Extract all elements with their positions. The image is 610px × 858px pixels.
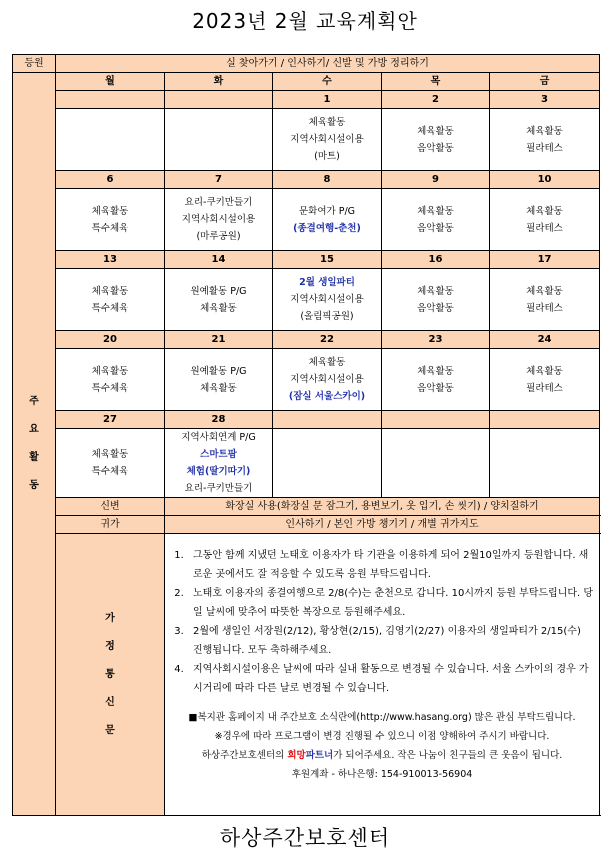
activity-cell: [273, 349, 382, 411]
activity-line: 요리-쿠키만들기: [184, 483, 253, 494]
activity-cell: [382, 349, 490, 411]
activity-cell: [56, 429, 165, 498]
activity-line: 체육활동: [417, 125, 454, 137]
family-notice-label: [56, 534, 165, 816]
activity-cell: [382, 109, 490, 171]
family-notice-char: 통: [105, 668, 115, 680]
activity-row: [13, 189, 600, 251]
program-change-line: ※경우에 따라 프로그램이 변경 진행될 수 있으니 이점 양해하여 주시기 바랍니다.: [214, 731, 550, 742]
sponsor-line: [165, 746, 599, 765]
activity-cell: [56, 349, 165, 411]
weekday-header-row: [13, 73, 600, 91]
date-cell: 8: [273, 171, 382, 189]
family-notice-char: 문: [105, 724, 115, 736]
education-plan-table: [12, 54, 600, 816]
activity-line: 지역사회시설이용: [290, 134, 364, 145]
date-cell: 16: [382, 251, 490, 269]
activity-cell: [490, 269, 600, 331]
activity-line: 체육활동: [91, 365, 129, 377]
activity-cell: [273, 189, 382, 251]
activity-line: 지역사회연계 P/G: [181, 432, 256, 443]
date-cell: [165, 91, 273, 109]
date-cell: 14: [165, 251, 273, 269]
self-care-row: [13, 498, 600, 516]
activity-line: 문화여가 P/G: [298, 205, 356, 217]
self-care-text: 화장실 사용(화장실 문 잠그기, 용변보기, 옷 입기, 손 씻기) / 양치질하기: [165, 498, 600, 516]
activity-line: 필라테스: [526, 382, 563, 394]
attendance-text: 실 찾아가기 / 인사하기/ 신발 및 가방 정리하기: [56, 55, 600, 73]
attendance-row: [13, 55, 600, 73]
date-cell: 23: [382, 331, 490, 349]
date-cell: 20: [56, 331, 165, 349]
weekday-header: 수: [273, 73, 382, 91]
homepage-line: ■복지관 홈페이지 내 주간보호 소식란에(http://www.hasang.org) 많은 관심 부탁드립니다.: [188, 712, 576, 723]
main-activity-char: 주: [29, 396, 39, 407]
date-cell: 1: [273, 91, 382, 109]
activity-cell: [56, 189, 165, 251]
activity-cell: [165, 429, 273, 498]
going-home-label: 귀가: [56, 516, 165, 534]
weekday-header: 금: [490, 73, 600, 91]
date-cell: 28: [165, 411, 273, 429]
family-notice-content: [165, 534, 600, 816]
main-activity-char: 요: [29, 424, 39, 435]
activity-line: 특수체육: [91, 222, 129, 234]
activity-line: 체육활동: [308, 357, 346, 368]
date-cell: 10: [490, 171, 600, 189]
activity-cell: [273, 109, 382, 171]
date-row: [13, 91, 600, 109]
family-notice-char: 신: [105, 696, 115, 708]
activity-row: [13, 429, 600, 498]
notice-item: 1. 그동안 함께 지냈던 노태호 이용자가 타 기관을 이용하게 되어 2월10일까지 등원합니다. 새로운 곳에서도 잘 적응할 수 있도록 응원 부탁드립니다.: [187, 546, 593, 584]
activity-line: 필라테스: [526, 222, 563, 234]
activity-line: 체육활동: [91, 449, 129, 460]
activity-line: 특수체육: [91, 382, 129, 394]
activity-cell: [490, 429, 600, 498]
date-row: [13, 171, 600, 189]
date-cell: 7: [165, 171, 273, 189]
activity-line: 지역사회시설이용: [290, 294, 364, 305]
activity-line: 음악활동: [417, 302, 454, 314]
notice-item: 4. 지역사회시설이용은 날씨에 따라 실내 활동으로 변경될 수 있습니다. 서울 스카이의 경우 가시거리에 따라 다른 날로 변경될 수 있습니다.: [187, 660, 593, 698]
activity-row: [13, 109, 600, 171]
activity-line: 필라테스: [526, 302, 563, 314]
activity-line: 스마트팜: [200, 449, 237, 460]
date-cell: [56, 91, 165, 109]
date-cell: 2: [382, 91, 490, 109]
activity-cell: [165, 349, 273, 411]
activity-cell: [382, 269, 490, 331]
notice-item: 3. 2월에 생일인 서장원(2/12), 황상현(2/15), 김영기(2/27) 이용자의 생일파티가 2/15(수) 진행됩니다. 모두 축하해주세요.: [187, 622, 593, 660]
activity-cell: [165, 109, 273, 171]
date-cell: 6: [56, 171, 165, 189]
activity-cell: [273, 269, 382, 331]
self-care-label: 신변: [56, 498, 165, 516]
activity-line: 지역사회시설이용: [290, 374, 364, 385]
activity-line: 체육활동: [91, 285, 129, 297]
activity-cell: [490, 109, 600, 171]
activity-line: 체육활동: [526, 365, 563, 377]
weekday-header: 화: [165, 73, 273, 91]
activity-row: [13, 349, 600, 411]
date-cell: 21: [165, 331, 273, 349]
activity-line: 체육활동: [91, 205, 129, 217]
activity-line: (마루공원): [196, 231, 241, 242]
date-cell: [382, 411, 490, 429]
activity-line: 음악활동: [417, 222, 454, 234]
date-cell: 22: [273, 331, 382, 349]
activity-line: 체육활동: [526, 205, 563, 217]
activity-cell: [56, 269, 165, 331]
activity-line: (잠실 서울스카이): [288, 391, 366, 402]
activity-line: (종결여행-춘천): [293, 222, 361, 234]
main-activity-char: 활: [29, 452, 39, 463]
weekday-header: 목: [382, 73, 490, 91]
date-row: [13, 411, 600, 429]
activity-line: 요리-쿠키만들기: [184, 197, 253, 208]
sponsor-pre: 하상주간보호센터의: [201, 750, 288, 761]
activity-line: 원예활동 P/G: [190, 365, 247, 377]
date-cell: 17: [490, 251, 600, 269]
attendance-label: 등원: [13, 55, 56, 73]
activity-row: [13, 269, 600, 331]
family-notice-char: 정: [105, 640, 115, 652]
activity-line: 체육활동: [417, 205, 454, 217]
family-notice-char: 가: [105, 612, 115, 624]
sponsor-partner: 파트너: [305, 750, 334, 761]
date-cell: 13: [56, 251, 165, 269]
family-notice-row: [13, 534, 600, 816]
activity-line: 체험(딸기따기): [186, 466, 251, 477]
notice-item: 2. 노태호 이용자의 종결여행으로 2/8(수)는 춘천으로 갑니다. 10시까지 등원 부탁드립니다. 당일 날씨에 맞추어 따뜻한 복장으로 등원해주세요.: [187, 584, 593, 622]
activity-cell: [382, 189, 490, 251]
activity-line: 체육활동: [417, 365, 454, 377]
notice-list: [165, 546, 599, 698]
activity-line: 특수체육: [91, 466, 129, 477]
date-cell: 27: [56, 411, 165, 429]
activity-line: 2월 생일파티: [299, 277, 355, 288]
activity-line: 필라테스: [526, 142, 563, 154]
main-activity-label: [13, 73, 56, 816]
date-cell: 24: [490, 331, 600, 349]
activity-line: 지역사회시설이용: [181, 214, 256, 225]
date-cell: 3: [490, 91, 600, 109]
main-activity-char: 동: [29, 480, 39, 491]
sponsor-post: 가 되어주세요. 작은 나눔이 친구들의 큰 웃음이 됩니다.: [333, 750, 563, 761]
going-home-text: 인사하기 / 본인 가방 챙기기 / 개별 귀가지도: [165, 516, 600, 534]
activity-cell: [165, 189, 273, 251]
activity-line: 음악활동: [417, 382, 454, 394]
activity-line: 체육활동: [200, 302, 237, 314]
date-cell: [490, 411, 600, 429]
page-title: 2023년 2월 교육계획안: [192, 9, 418, 33]
date-cell: 15: [273, 251, 382, 269]
weekday-header: 월: [56, 73, 165, 91]
activity-cell: [165, 269, 273, 331]
activity-cell: [490, 349, 600, 411]
activity-line: 체육활동: [308, 117, 346, 128]
date-cell: [273, 411, 382, 429]
activity-line: 음악활동: [417, 142, 454, 154]
activity-line: 특수체육: [91, 302, 129, 314]
account-line: 후원계좌 - 하나은행: 154-910013-56904: [291, 769, 473, 780]
activity-cell: [382, 429, 490, 498]
center-name: 하상주간보호센터: [219, 826, 391, 850]
date-cell: 9: [382, 171, 490, 189]
sponsor-hope: 희망: [287, 750, 306, 761]
date-row: [13, 331, 600, 349]
going-home-row: [13, 516, 600, 534]
activity-line: 체육활동: [417, 285, 454, 297]
activity-line: 원예활동 P/G: [190, 285, 247, 297]
date-row: [13, 251, 600, 269]
activity-cell: [56, 109, 165, 171]
activity-line: 체육활동: [200, 382, 237, 394]
activity-cell: [273, 429, 382, 498]
activity-cell: [490, 189, 600, 251]
activity-line: 체육활동: [526, 125, 563, 137]
activity-line: 체육활동: [526, 285, 563, 297]
activity-line: (마트): [314, 151, 340, 162]
activity-line: (올림픽공원): [300, 311, 354, 322]
